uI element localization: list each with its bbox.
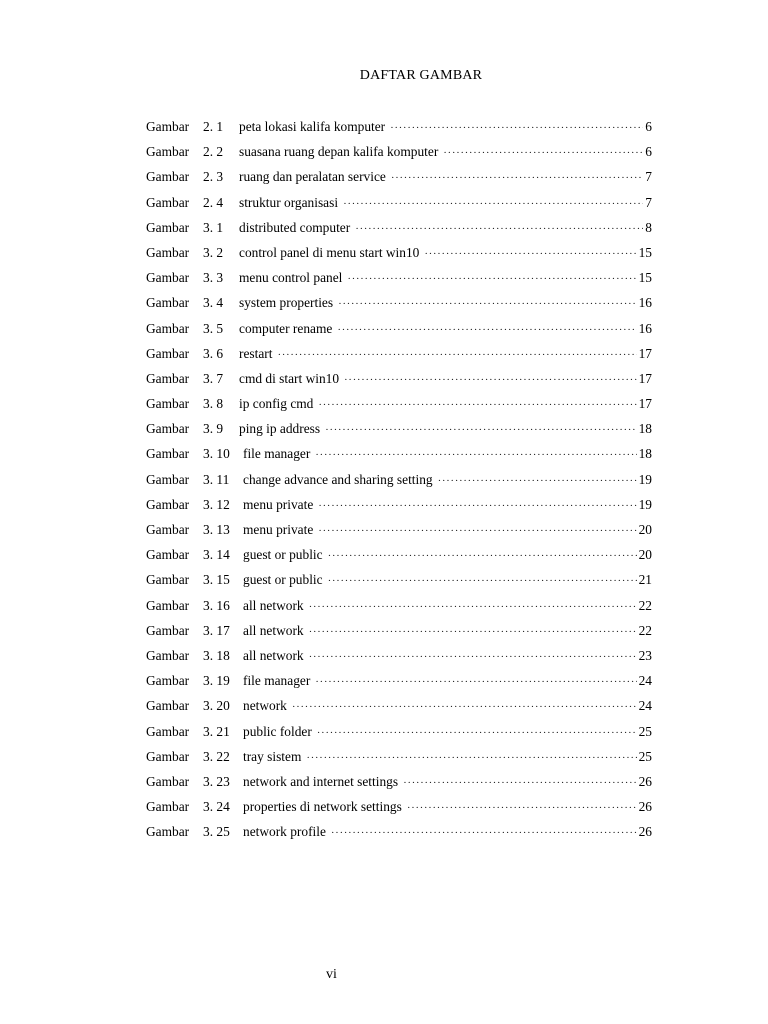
figure-number: 3. 5 bbox=[203, 320, 224, 336]
figure-label: cmd di start win10 bbox=[239, 370, 340, 386]
figure-page-number: 6 bbox=[645, 119, 652, 134]
figure-label: computer rename bbox=[239, 320, 333, 336]
figure-prefix: Gambar bbox=[146, 270, 190, 286]
dot-leader bbox=[347, 273, 636, 285]
figure-number: 3. 15 bbox=[203, 572, 230, 588]
figure-page-number: 20 bbox=[638, 547, 652, 563]
figure-entry[interactable] bbox=[146, 799, 652, 824]
figure-label: ruang dan peralatan service bbox=[239, 169, 386, 185]
figure-prefix: Gambar bbox=[146, 547, 190, 563]
figure-page-number: 15 bbox=[638, 244, 652, 260]
figure-entry[interactable] bbox=[146, 295, 652, 320]
dot-leader bbox=[317, 727, 637, 739]
figure-page-number: 26 bbox=[638, 824, 652, 840]
figure-number: 2. 4 bbox=[203, 194, 224, 210]
figure-page-number: 20 bbox=[638, 522, 652, 537]
dot-leader bbox=[292, 701, 637, 713]
dot-leader bbox=[337, 324, 636, 336]
figure-label: file manager bbox=[243, 446, 311, 462]
dot-leader bbox=[325, 424, 637, 436]
figure-number: 3. 11 bbox=[203, 471, 230, 487]
figure-number: 2. 1 bbox=[203, 119, 224, 134]
dot-leader bbox=[318, 525, 636, 537]
figure-number: 3. 21 bbox=[203, 723, 230, 739]
figure-number: 2. 3 bbox=[203, 169, 224, 185]
figure-entry[interactable] bbox=[146, 598, 652, 623]
figure-page-number: 18 bbox=[638, 446, 652, 462]
figure-label: menu private bbox=[243, 522, 314, 537]
figure-number: 3. 9 bbox=[203, 421, 224, 437]
figure-entry[interactable] bbox=[146, 572, 652, 597]
dot-leader bbox=[318, 500, 636, 512]
figure-prefix: Gambar bbox=[146, 169, 190, 185]
figure-number: 3. 10 bbox=[203, 446, 230, 462]
dot-leader bbox=[343, 198, 643, 210]
figure-entry[interactable] bbox=[146, 371, 652, 396]
figure-entry[interactable] bbox=[146, 421, 652, 446]
figure-number: 3. 7 bbox=[203, 370, 224, 386]
figure-page-number: 6 bbox=[645, 144, 652, 160]
figure-label: all network bbox=[243, 622, 304, 638]
dot-leader bbox=[331, 827, 637, 839]
figure-prefix: Gambar bbox=[146, 244, 190, 260]
figure-page-number: 24 bbox=[638, 673, 652, 689]
figure-prefix: Gambar bbox=[146, 496, 190, 512]
figure-number: 3. 22 bbox=[203, 748, 230, 764]
dot-leader bbox=[390, 122, 643, 134]
figure-page-number: 22 bbox=[638, 597, 652, 613]
figure-prefix: Gambar bbox=[146, 471, 190, 487]
figure-entry[interactable] bbox=[146, 144, 652, 169]
figure-page-number: 24 bbox=[638, 698, 652, 714]
figure-page-number: 21 bbox=[638, 572, 652, 588]
figure-prefix: Gambar bbox=[146, 622, 190, 638]
figure-label: all network bbox=[243, 597, 304, 613]
figure-label: distributed computer bbox=[239, 219, 351, 235]
figure-entry[interactable] bbox=[146, 673, 652, 698]
figure-entry[interactable] bbox=[146, 698, 652, 723]
figure-page-number: 16 bbox=[638, 320, 652, 336]
figure-number: 3. 18 bbox=[203, 647, 230, 663]
figure-page-number: 8 bbox=[645, 219, 652, 235]
figure-prefix: Gambar bbox=[146, 723, 190, 739]
figure-entry[interactable] bbox=[146, 623, 652, 648]
figure-page-number: 15 bbox=[638, 270, 652, 286]
figure-entry[interactable] bbox=[146, 824, 652, 849]
figure-prefix: Gambar bbox=[146, 748, 190, 764]
figure-page-number: 17 bbox=[638, 345, 652, 361]
figure-label: network and internet settings bbox=[243, 773, 399, 789]
figure-entry[interactable] bbox=[146, 446, 652, 471]
dot-leader bbox=[328, 550, 637, 562]
figure-number: 3. 2 bbox=[203, 244, 224, 260]
dot-leader bbox=[309, 651, 637, 663]
page-title: DAFTAR GAMBAR bbox=[359, 68, 483, 83]
figure-number: 3. 16 bbox=[203, 597, 230, 613]
figure-number: 3. 1 bbox=[203, 219, 224, 235]
figure-prefix: Gambar bbox=[146, 446, 190, 462]
figure-prefix: Gambar bbox=[146, 345, 190, 361]
dot-leader bbox=[306, 752, 636, 764]
figure-number: 3. 23 bbox=[203, 773, 230, 789]
figure-label: guest or public bbox=[243, 547, 323, 563]
figure-page-number: 22 bbox=[638, 622, 652, 638]
figure-label: struktur organisasi bbox=[239, 194, 339, 210]
figure-page-number: 17 bbox=[638, 396, 652, 412]
figure-label: properties di network settings bbox=[243, 799, 402, 815]
dot-leader bbox=[438, 475, 637, 487]
figure-number: 3. 13 bbox=[203, 522, 230, 537]
figure-label: menu control panel bbox=[239, 270, 343, 286]
figure-prefix: Gambar bbox=[146, 194, 190, 210]
figure-label: guest or public bbox=[243, 572, 323, 588]
figure-number: 3. 19 bbox=[203, 673, 230, 689]
figure-label: change advance and sharing setting bbox=[243, 471, 433, 487]
figure-page-number: 17 bbox=[638, 370, 652, 386]
dot-leader bbox=[309, 601, 637, 613]
figure-page-number: 16 bbox=[638, 295, 652, 311]
figure-page-number: 23 bbox=[638, 647, 652, 663]
figure-entry[interactable] bbox=[146, 119, 652, 144]
figure-entry[interactable] bbox=[146, 245, 652, 270]
dot-leader bbox=[355, 223, 643, 235]
figure-entry[interactable] bbox=[146, 220, 652, 245]
dot-leader bbox=[328, 575, 637, 587]
figure-entry[interactable] bbox=[146, 648, 652, 673]
dot-leader bbox=[318, 399, 636, 411]
dot-leader bbox=[407, 802, 637, 814]
figure-number: 3. 8 bbox=[203, 396, 224, 412]
figure-prefix: Gambar bbox=[146, 370, 190, 386]
figure-label: ip config cmd bbox=[239, 396, 314, 412]
figure-entry[interactable] bbox=[146, 169, 652, 194]
figure-label: suasana ruang depan kalifa komputer bbox=[239, 144, 439, 160]
figure-entry[interactable] bbox=[146, 346, 652, 371]
figure-number: 3. 12 bbox=[203, 496, 230, 512]
figure-number: 3. 25 bbox=[203, 824, 230, 840]
figure-label: tray sistem bbox=[243, 748, 302, 764]
figure-label: all network bbox=[243, 647, 304, 663]
figure-prefix: Gambar bbox=[146, 799, 190, 815]
figure-prefix: Gambar bbox=[146, 119, 190, 134]
figure-prefix: Gambar bbox=[146, 144, 190, 160]
dot-leader bbox=[424, 248, 636, 260]
figure-prefix: Gambar bbox=[146, 698, 190, 714]
figure-entry[interactable] bbox=[146, 497, 652, 522]
figure-entry[interactable] bbox=[146, 547, 652, 572]
figure-prefix: Gambar bbox=[146, 572, 190, 588]
figure-page-number: 7 bbox=[645, 194, 652, 210]
figure-prefix: Gambar bbox=[146, 421, 190, 437]
figure-label: peta lokasi kalifa komputer bbox=[239, 119, 386, 134]
figure-page-number: 18 bbox=[638, 421, 652, 437]
figure-number: 3. 17 bbox=[203, 622, 230, 638]
figure-entry[interactable] bbox=[146, 749, 652, 774]
figure-prefix: Gambar bbox=[146, 773, 190, 789]
figure-number: 3. 4 bbox=[203, 295, 224, 311]
page-number: vi bbox=[326, 967, 337, 982]
dot-leader bbox=[443, 147, 643, 159]
figure-entry[interactable] bbox=[146, 774, 652, 799]
figure-label: restart bbox=[239, 345, 273, 361]
figure-label: control panel di menu start win10 bbox=[239, 244, 420, 260]
figure-list bbox=[146, 119, 652, 849]
figure-prefix: Gambar bbox=[146, 295, 190, 311]
figure-label: file manager bbox=[243, 673, 311, 689]
figure-prefix: Gambar bbox=[146, 219, 190, 235]
figure-number: 3. 3 bbox=[203, 270, 224, 286]
dot-leader bbox=[391, 172, 643, 184]
figure-label: public folder bbox=[243, 723, 312, 739]
figure-entry[interactable] bbox=[146, 522, 652, 547]
figure-prefix: Gambar bbox=[146, 522, 190, 537]
figure-prefix: Gambar bbox=[146, 597, 190, 613]
figure-number: 3. 14 bbox=[203, 547, 230, 563]
figure-page-number: 25 bbox=[638, 723, 652, 739]
figure-label: network bbox=[243, 698, 287, 714]
figure-entry[interactable] bbox=[146, 195, 652, 220]
figure-page-number: 26 bbox=[638, 773, 652, 789]
figure-entry[interactable] bbox=[146, 321, 652, 346]
figure-label: ping ip address bbox=[239, 421, 321, 437]
figure-page-number: 26 bbox=[638, 799, 652, 815]
figure-prefix: Gambar bbox=[146, 824, 190, 840]
dot-leader bbox=[344, 374, 637, 386]
figure-number: 3. 6 bbox=[203, 345, 224, 361]
figure-prefix: Gambar bbox=[146, 320, 190, 336]
dot-leader bbox=[315, 449, 636, 461]
figure-page-number: 25 bbox=[638, 748, 652, 764]
figure-prefix: Gambar bbox=[146, 396, 190, 412]
figure-label: system properties bbox=[239, 295, 334, 311]
figure-entry[interactable] bbox=[146, 270, 652, 295]
figure-prefix: Gambar bbox=[146, 673, 190, 689]
dot-leader bbox=[277, 349, 636, 361]
figure-number: 3. 20 bbox=[203, 698, 230, 714]
figure-page-number: 19 bbox=[638, 471, 652, 487]
dot-leader bbox=[403, 777, 637, 789]
figure-label: network profile bbox=[243, 824, 326, 840]
dot-leader bbox=[309, 626, 637, 638]
figure-number: 2. 2 bbox=[203, 144, 224, 160]
figure-prefix: Gambar bbox=[146, 647, 190, 663]
figure-label: menu private bbox=[243, 496, 314, 512]
figure-page-number: 19 bbox=[638, 496, 652, 512]
figure-page-number: 7 bbox=[645, 169, 652, 185]
figure-number: 3. 24 bbox=[203, 799, 230, 815]
figure-entry[interactable] bbox=[146, 472, 652, 497]
figure-entry[interactable] bbox=[146, 724, 652, 749]
figure-entry[interactable] bbox=[146, 396, 652, 421]
dot-leader bbox=[338, 298, 637, 310]
dot-leader bbox=[315, 676, 636, 688]
